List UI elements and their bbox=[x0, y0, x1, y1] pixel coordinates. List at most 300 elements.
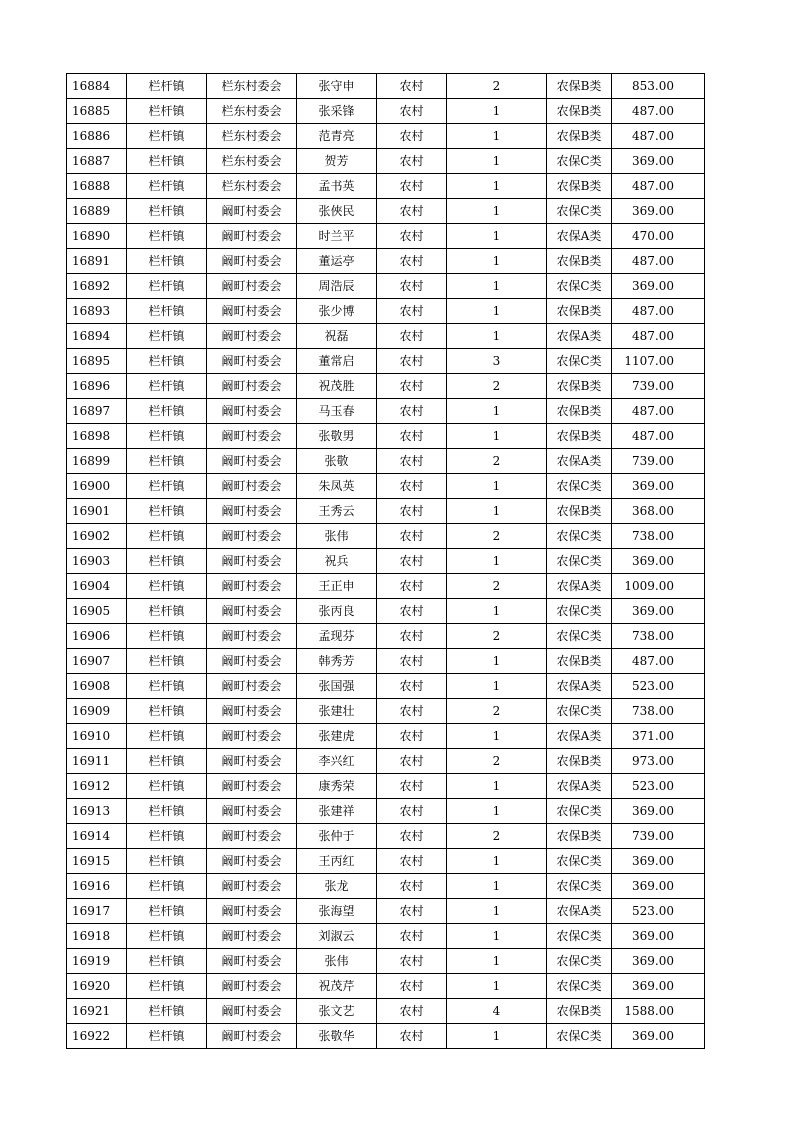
area-type-cell: 农村 bbox=[377, 624, 447, 649]
row-id-cell: 16903 bbox=[67, 549, 127, 574]
table-row bbox=[67, 549, 705, 574]
amount-cell: 369.00 bbox=[612, 974, 705, 999]
household-count-cell: 1 bbox=[447, 99, 547, 124]
amount-cell: 523.00 bbox=[612, 899, 705, 924]
village-cell: 阚町村委会 bbox=[207, 399, 297, 424]
household-count-cell: 2 bbox=[447, 574, 547, 599]
amount-cell: 1588.00 bbox=[612, 999, 705, 1024]
table-row bbox=[67, 824, 705, 849]
name-cell: 朱凤英 bbox=[297, 474, 377, 499]
town-cell: 栏杆镇 bbox=[127, 874, 207, 899]
amount-cell: 369.00 bbox=[612, 274, 705, 299]
name-cell: 张建虎 bbox=[297, 724, 377, 749]
insurance-category-cell: 农保C类 bbox=[547, 849, 612, 874]
town-cell: 栏杆镇 bbox=[127, 349, 207, 374]
row-id-cell: 16917 bbox=[67, 899, 127, 924]
table-row bbox=[67, 799, 705, 824]
town-cell: 栏杆镇 bbox=[127, 449, 207, 474]
village-cell: 阚町村委会 bbox=[207, 699, 297, 724]
table-row bbox=[67, 249, 705, 274]
insurance-category-cell: 农保C类 bbox=[547, 599, 612, 624]
village-cell: 阚町村委会 bbox=[207, 349, 297, 374]
insurance-category-cell: 农保C类 bbox=[547, 924, 612, 949]
town-cell: 栏杆镇 bbox=[127, 199, 207, 224]
table-row bbox=[67, 974, 705, 999]
row-id-cell: 16915 bbox=[67, 849, 127, 874]
town-cell: 栏杆镇 bbox=[127, 524, 207, 549]
household-count-cell: 2 bbox=[447, 749, 547, 774]
area-type-cell: 农村 bbox=[377, 599, 447, 624]
insurance-category-cell: 农保A类 bbox=[547, 224, 612, 249]
area-type-cell: 农村 bbox=[377, 449, 447, 474]
amount-cell: 371.00 bbox=[612, 724, 705, 749]
area-type-cell: 农村 bbox=[377, 899, 447, 924]
name-cell: 刘淑云 bbox=[297, 924, 377, 949]
village-cell: 栏东村委会 bbox=[207, 74, 297, 99]
amount-cell: 369.00 bbox=[612, 474, 705, 499]
amount-cell: 487.00 bbox=[612, 324, 705, 349]
insurance-category-cell: 农保C类 bbox=[547, 949, 612, 974]
household-count-cell: 1 bbox=[447, 274, 547, 299]
area-type-cell: 农村 bbox=[377, 124, 447, 149]
amount-cell: 369.00 bbox=[612, 924, 705, 949]
village-cell: 阚町村委会 bbox=[207, 924, 297, 949]
area-type-cell: 农村 bbox=[377, 424, 447, 449]
town-cell: 栏杆镇 bbox=[127, 949, 207, 974]
household-count-cell: 1 bbox=[447, 599, 547, 624]
household-count-cell: 1 bbox=[447, 974, 547, 999]
area-type-cell: 农村 bbox=[377, 974, 447, 999]
insurance-category-cell: 农保B类 bbox=[547, 174, 612, 199]
area-type-cell: 农村 bbox=[377, 349, 447, 374]
table-row bbox=[67, 999, 705, 1024]
row-id-cell: 16884 bbox=[67, 74, 127, 99]
row-id-cell: 16918 bbox=[67, 924, 127, 949]
village-cell: 阚町村委会 bbox=[207, 799, 297, 824]
town-cell: 栏杆镇 bbox=[127, 424, 207, 449]
row-id-cell: 16900 bbox=[67, 474, 127, 499]
town-cell: 栏杆镇 bbox=[127, 274, 207, 299]
name-cell: 张伟 bbox=[297, 949, 377, 974]
household-count-cell: 1 bbox=[447, 549, 547, 574]
insurance-category-cell: 农保C类 bbox=[547, 524, 612, 549]
name-cell: 李兴红 bbox=[297, 749, 377, 774]
area-type-cell: 农村 bbox=[377, 649, 447, 674]
area-type-cell: 农村 bbox=[377, 824, 447, 849]
amount-cell: 1009.00 bbox=[612, 574, 705, 599]
table-row bbox=[67, 199, 705, 224]
name-cell: 张少博 bbox=[297, 299, 377, 324]
household-count-cell: 2 bbox=[447, 624, 547, 649]
row-id-cell: 16912 bbox=[67, 774, 127, 799]
amount-cell: 369.00 bbox=[612, 149, 705, 174]
table-row bbox=[67, 774, 705, 799]
row-id-cell: 16889 bbox=[67, 199, 127, 224]
household-count-cell: 1 bbox=[447, 774, 547, 799]
amount-cell: 368.00 bbox=[612, 499, 705, 524]
village-cell: 栏东村委会 bbox=[207, 149, 297, 174]
town-cell: 栏杆镇 bbox=[127, 249, 207, 274]
village-cell: 阚町村委会 bbox=[207, 549, 297, 574]
village-cell: 阚町村委会 bbox=[207, 674, 297, 699]
row-id-cell: 16916 bbox=[67, 874, 127, 899]
town-cell: 栏杆镇 bbox=[127, 699, 207, 724]
amount-cell: 369.00 bbox=[612, 199, 705, 224]
table-body bbox=[67, 74, 705, 1049]
row-id-cell: 16913 bbox=[67, 799, 127, 824]
household-count-cell: 1 bbox=[447, 924, 547, 949]
insurance-category-cell: 农保C类 bbox=[547, 199, 612, 224]
village-cell: 阚町村委会 bbox=[207, 749, 297, 774]
table-row bbox=[67, 749, 705, 774]
table-row bbox=[67, 224, 705, 249]
household-count-cell: 1 bbox=[447, 324, 547, 349]
household-count-cell: 1 bbox=[447, 224, 547, 249]
area-type-cell: 农村 bbox=[377, 874, 447, 899]
household-count-cell: 1 bbox=[447, 849, 547, 874]
table-row bbox=[67, 874, 705, 899]
village-cell: 阚町村委会 bbox=[207, 974, 297, 999]
name-cell: 张龙 bbox=[297, 874, 377, 899]
area-type-cell: 农村 bbox=[377, 474, 447, 499]
table-row bbox=[67, 424, 705, 449]
name-cell: 王正申 bbox=[297, 574, 377, 599]
name-cell: 孟书英 bbox=[297, 174, 377, 199]
area-type-cell: 农村 bbox=[377, 799, 447, 824]
name-cell: 康秀荣 bbox=[297, 774, 377, 799]
row-id-cell: 16919 bbox=[67, 949, 127, 974]
area-type-cell: 农村 bbox=[377, 174, 447, 199]
name-cell: 贺芳 bbox=[297, 149, 377, 174]
town-cell: 栏杆镇 bbox=[127, 574, 207, 599]
row-id-cell: 16905 bbox=[67, 599, 127, 624]
row-id-cell: 16885 bbox=[67, 99, 127, 124]
row-id-cell: 16896 bbox=[67, 374, 127, 399]
village-cell: 栏东村委会 bbox=[207, 124, 297, 149]
table-row bbox=[67, 924, 705, 949]
village-cell: 阚町村委会 bbox=[207, 374, 297, 399]
town-cell: 栏杆镇 bbox=[127, 99, 207, 124]
row-id-cell: 16892 bbox=[67, 274, 127, 299]
table-row bbox=[67, 499, 705, 524]
name-cell: 祝茂胜 bbox=[297, 374, 377, 399]
village-cell: 阚町村委会 bbox=[207, 824, 297, 849]
household-count-cell: 1 bbox=[447, 399, 547, 424]
insurance-category-cell: 农保C类 bbox=[547, 474, 612, 499]
village-cell: 阚町村委会 bbox=[207, 224, 297, 249]
town-cell: 栏杆镇 bbox=[127, 999, 207, 1024]
amount-cell: 739.00 bbox=[612, 449, 705, 474]
town-cell: 栏杆镇 bbox=[127, 799, 207, 824]
row-id-cell: 16921 bbox=[67, 999, 127, 1024]
row-id-cell: 16909 bbox=[67, 699, 127, 724]
area-type-cell: 农村 bbox=[377, 524, 447, 549]
amount-cell: 369.00 bbox=[612, 849, 705, 874]
name-cell: 张文艺 bbox=[297, 999, 377, 1024]
amount-cell: 739.00 bbox=[612, 824, 705, 849]
name-cell: 张敬华 bbox=[297, 1024, 377, 1049]
name-cell: 张敬 bbox=[297, 449, 377, 474]
insurance-category-cell: 农保B类 bbox=[547, 374, 612, 399]
town-cell: 栏杆镇 bbox=[127, 174, 207, 199]
insurance-category-cell: 农保A类 bbox=[547, 899, 612, 924]
insurance-category-cell: 农保A类 bbox=[547, 724, 612, 749]
name-cell: 韩秀芳 bbox=[297, 649, 377, 674]
row-id-cell: 16910 bbox=[67, 724, 127, 749]
name-cell: 张建祥 bbox=[297, 799, 377, 824]
area-type-cell: 农村 bbox=[377, 399, 447, 424]
village-cell: 阚町村委会 bbox=[207, 649, 297, 674]
row-id-cell: 16886 bbox=[67, 124, 127, 149]
insurance-category-cell: 农保B类 bbox=[547, 499, 612, 524]
row-id-cell: 16908 bbox=[67, 674, 127, 699]
town-cell: 栏杆镇 bbox=[127, 74, 207, 99]
town-cell: 栏杆镇 bbox=[127, 299, 207, 324]
row-id-cell: 16907 bbox=[67, 649, 127, 674]
area-type-cell: 农村 bbox=[377, 949, 447, 974]
insurance-category-cell: 农保C类 bbox=[547, 699, 612, 724]
town-cell: 栏杆镇 bbox=[127, 124, 207, 149]
household-count-cell: 1 bbox=[447, 174, 547, 199]
area-type-cell: 农村 bbox=[377, 499, 447, 524]
amount-cell: 523.00 bbox=[612, 774, 705, 799]
household-count-cell: 4 bbox=[447, 999, 547, 1024]
table-row bbox=[67, 649, 705, 674]
area-type-cell: 农村 bbox=[377, 199, 447, 224]
village-cell: 阚町村委会 bbox=[207, 999, 297, 1024]
table-row bbox=[67, 349, 705, 374]
amount-cell: 523.00 bbox=[612, 674, 705, 699]
table-row bbox=[67, 149, 705, 174]
town-cell: 栏杆镇 bbox=[127, 624, 207, 649]
amount-cell: 853.00 bbox=[612, 74, 705, 99]
town-cell: 栏杆镇 bbox=[127, 649, 207, 674]
village-cell: 阚町村委会 bbox=[207, 599, 297, 624]
name-cell: 张敬男 bbox=[297, 424, 377, 449]
village-cell: 阚町村委会 bbox=[207, 424, 297, 449]
village-cell: 阚町村委会 bbox=[207, 274, 297, 299]
table-row bbox=[67, 124, 705, 149]
table-row bbox=[67, 274, 705, 299]
town-cell: 栏杆镇 bbox=[127, 774, 207, 799]
amount-cell: 487.00 bbox=[612, 174, 705, 199]
village-cell: 阚町村委会 bbox=[207, 774, 297, 799]
insurance-category-cell: 农保C类 bbox=[547, 1024, 612, 1049]
amount-cell: 1107.00 bbox=[612, 349, 705, 374]
amount-cell: 487.00 bbox=[612, 124, 705, 149]
row-id-cell: 16901 bbox=[67, 499, 127, 524]
table-row bbox=[67, 74, 705, 99]
village-cell: 阚町村委会 bbox=[207, 949, 297, 974]
village-cell: 阚町村委会 bbox=[207, 199, 297, 224]
village-cell: 阚町村委会 bbox=[207, 874, 297, 899]
household-count-cell: 1 bbox=[447, 199, 547, 224]
amount-cell: 369.00 bbox=[612, 799, 705, 824]
insurance-category-cell: 农保A类 bbox=[547, 774, 612, 799]
village-cell: 阚町村委会 bbox=[207, 299, 297, 324]
benefit-table bbox=[66, 73, 705, 1049]
row-id-cell: 16904 bbox=[67, 574, 127, 599]
row-id-cell: 16895 bbox=[67, 349, 127, 374]
household-count-cell: 1 bbox=[447, 674, 547, 699]
table-row bbox=[67, 674, 705, 699]
insurance-category-cell: 农保B类 bbox=[547, 999, 612, 1024]
amount-cell: 487.00 bbox=[612, 649, 705, 674]
name-cell: 张俠民 bbox=[297, 199, 377, 224]
table-row bbox=[67, 899, 705, 924]
household-count-cell: 1 bbox=[447, 949, 547, 974]
village-cell: 阚町村委会 bbox=[207, 324, 297, 349]
name-cell: 张采锋 bbox=[297, 99, 377, 124]
amount-cell: 369.00 bbox=[612, 1024, 705, 1049]
name-cell: 张守申 bbox=[297, 74, 377, 99]
table-row bbox=[67, 449, 705, 474]
name-cell: 张伟 bbox=[297, 524, 377, 549]
area-type-cell: 农村 bbox=[377, 774, 447, 799]
insurance-category-cell: 农保B类 bbox=[547, 399, 612, 424]
amount-cell: 487.00 bbox=[612, 249, 705, 274]
area-type-cell: 农村 bbox=[377, 999, 447, 1024]
row-id-cell: 16897 bbox=[67, 399, 127, 424]
insurance-category-cell: 农保B类 bbox=[547, 749, 612, 774]
area-type-cell: 农村 bbox=[377, 324, 447, 349]
household-count-cell: 1 bbox=[447, 149, 547, 174]
insurance-category-cell: 农保B类 bbox=[547, 299, 612, 324]
name-cell: 张丙良 bbox=[297, 599, 377, 624]
town-cell: 栏杆镇 bbox=[127, 324, 207, 349]
amount-cell: 739.00 bbox=[612, 374, 705, 399]
household-count-cell: 1 bbox=[447, 299, 547, 324]
village-cell: 阚町村委会 bbox=[207, 899, 297, 924]
area-type-cell: 农村 bbox=[377, 674, 447, 699]
village-cell: 阚町村委会 bbox=[207, 249, 297, 274]
household-count-cell: 1 bbox=[447, 649, 547, 674]
row-id-cell: 16890 bbox=[67, 224, 127, 249]
town-cell: 栏杆镇 bbox=[127, 674, 207, 699]
insurance-category-cell: 农保A类 bbox=[547, 449, 612, 474]
insurance-category-cell: 农保C类 bbox=[547, 274, 612, 299]
insurance-category-cell: 农保B类 bbox=[547, 99, 612, 124]
village-cell: 阚町村委会 bbox=[207, 449, 297, 474]
table-row bbox=[67, 574, 705, 599]
town-cell: 栏杆镇 bbox=[127, 399, 207, 424]
amount-cell: 470.00 bbox=[612, 224, 705, 249]
name-cell: 周浩辰 bbox=[297, 274, 377, 299]
town-cell: 栏杆镇 bbox=[127, 499, 207, 524]
row-id-cell: 16902 bbox=[67, 524, 127, 549]
insurance-category-cell: 农保C类 bbox=[547, 549, 612, 574]
household-count-cell: 2 bbox=[447, 824, 547, 849]
area-type-cell: 农村 bbox=[377, 749, 447, 774]
insurance-category-cell: 农保A类 bbox=[547, 574, 612, 599]
amount-cell: 369.00 bbox=[612, 949, 705, 974]
household-count-cell: 2 bbox=[447, 449, 547, 474]
name-cell: 张建壮 bbox=[297, 699, 377, 724]
area-type-cell: 农村 bbox=[377, 849, 447, 874]
name-cell: 王丙红 bbox=[297, 849, 377, 874]
village-cell: 阚町村委会 bbox=[207, 474, 297, 499]
amount-cell: 738.00 bbox=[612, 624, 705, 649]
table-row bbox=[67, 474, 705, 499]
area-type-cell: 农村 bbox=[377, 1024, 447, 1049]
row-id-cell: 16891 bbox=[67, 249, 127, 274]
table-row bbox=[67, 624, 705, 649]
village-cell: 阚町村委会 bbox=[207, 1024, 297, 1049]
table-row bbox=[67, 849, 705, 874]
table-row bbox=[67, 174, 705, 199]
village-cell: 栏东村委会 bbox=[207, 99, 297, 124]
insurance-category-cell: 农保B类 bbox=[547, 249, 612, 274]
insurance-category-cell: 农保C类 bbox=[547, 349, 612, 374]
town-cell: 栏杆镇 bbox=[127, 899, 207, 924]
table-row bbox=[67, 724, 705, 749]
household-count-cell: 2 bbox=[447, 524, 547, 549]
area-type-cell: 农村 bbox=[377, 224, 447, 249]
household-count-cell: 1 bbox=[447, 474, 547, 499]
town-cell: 栏杆镇 bbox=[127, 749, 207, 774]
row-id-cell: 16914 bbox=[67, 824, 127, 849]
table-row bbox=[67, 99, 705, 124]
insurance-category-cell: 农保C类 bbox=[547, 624, 612, 649]
household-count-cell: 1 bbox=[447, 424, 547, 449]
name-cell: 祝茂芹 bbox=[297, 974, 377, 999]
town-cell: 栏杆镇 bbox=[127, 224, 207, 249]
insurance-category-cell: 农保B类 bbox=[547, 74, 612, 99]
village-cell: 阚町村委会 bbox=[207, 499, 297, 524]
household-count-cell: 1 bbox=[447, 874, 547, 899]
household-count-cell: 1 bbox=[447, 799, 547, 824]
insurance-category-cell: 农保B类 bbox=[547, 649, 612, 674]
name-cell: 张海望 bbox=[297, 899, 377, 924]
amount-cell: 738.00 bbox=[612, 699, 705, 724]
household-count-cell: 2 bbox=[447, 74, 547, 99]
area-type-cell: 农村 bbox=[377, 374, 447, 399]
town-cell: 栏杆镇 bbox=[127, 849, 207, 874]
town-cell: 栏杆镇 bbox=[127, 549, 207, 574]
insurance-category-cell: 农保B类 bbox=[547, 824, 612, 849]
town-cell: 栏杆镇 bbox=[127, 924, 207, 949]
village-cell: 阚町村委会 bbox=[207, 574, 297, 599]
name-cell: 董运亭 bbox=[297, 249, 377, 274]
name-cell: 董常启 bbox=[297, 349, 377, 374]
row-id-cell: 16906 bbox=[67, 624, 127, 649]
table-row bbox=[67, 699, 705, 724]
village-cell: 阚町村委会 bbox=[207, 849, 297, 874]
row-id-cell: 16898 bbox=[67, 424, 127, 449]
row-id-cell: 16888 bbox=[67, 174, 127, 199]
amount-cell: 973.00 bbox=[612, 749, 705, 774]
amount-cell: 487.00 bbox=[612, 424, 705, 449]
household-count-cell: 1 bbox=[447, 499, 547, 524]
row-id-cell: 16922 bbox=[67, 1024, 127, 1049]
town-cell: 栏杆镇 bbox=[127, 1024, 207, 1049]
area-type-cell: 农村 bbox=[377, 149, 447, 174]
area-type-cell: 农村 bbox=[377, 724, 447, 749]
insurance-category-cell: 农保C类 bbox=[547, 874, 612, 899]
amount-cell: 487.00 bbox=[612, 99, 705, 124]
row-id-cell: 16899 bbox=[67, 449, 127, 474]
row-id-cell: 16920 bbox=[67, 974, 127, 999]
household-count-cell: 2 bbox=[447, 374, 547, 399]
table-row bbox=[67, 399, 705, 424]
name-cell: 祝兵 bbox=[297, 549, 377, 574]
insurance-category-cell: 农保C类 bbox=[547, 974, 612, 999]
town-cell: 栏杆镇 bbox=[127, 974, 207, 999]
town-cell: 栏杆镇 bbox=[127, 149, 207, 174]
area-type-cell: 农村 bbox=[377, 549, 447, 574]
name-cell: 孟现芬 bbox=[297, 624, 377, 649]
name-cell: 张国强 bbox=[297, 674, 377, 699]
